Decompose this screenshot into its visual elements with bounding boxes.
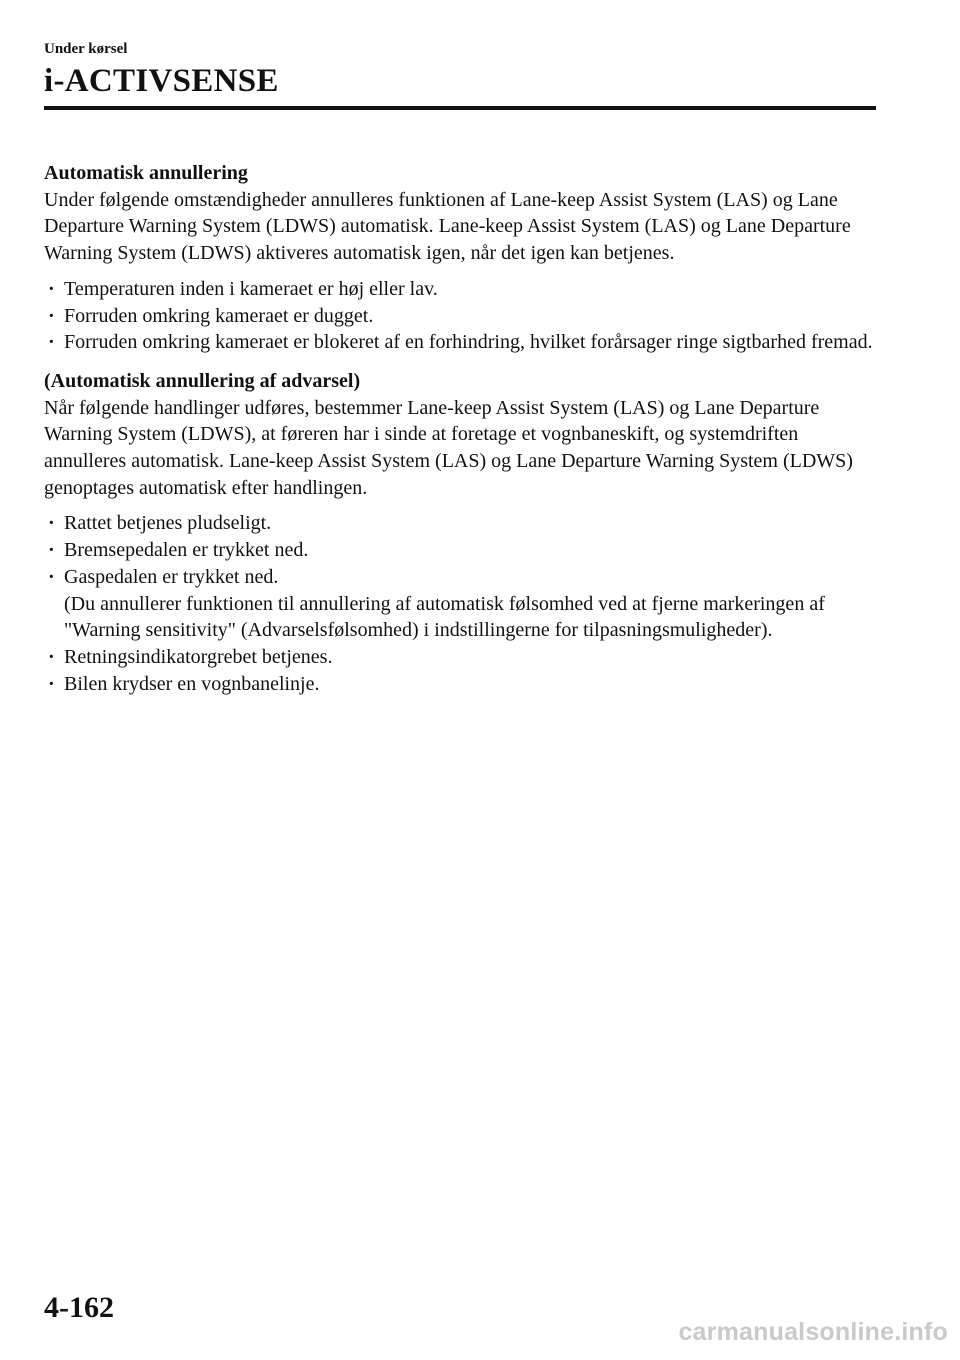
section-automatic-cancellation: [44, 160, 874, 356]
bullet-list: [44, 276, 874, 356]
page-number: 4-162: [44, 1291, 114, 1324]
bullet-dot: ·: [48, 645, 55, 668]
bullet-dot: ·: [48, 304, 55, 327]
list-item-note: (Du annullerer funktionen til annullering af automatisk følsomhed ved at fjerne markeringen af "Warning sensitivity" (Advarselsfølsomhed) i indstillingerne for tilpasningsmuligheder).: [64, 592, 825, 642]
section-warning-cancellation: [44, 368, 874, 697]
watermark: carmanualsonline.info: [678, 1318, 948, 1346]
bullet-dot: ·: [48, 277, 55, 300]
list-item-text: Bilen krydser en vognbanelinje.: [64, 672, 320, 695]
section-label: Under kørsel: [44, 41, 128, 57]
list-item-text: Rattet betjenes pludseligt.: [64, 512, 272, 535]
section-heading: (Automatisk annullering af advarsel): [44, 369, 361, 392]
section-heading: Automatisk annullering: [44, 162, 248, 184]
bullet-dot: ·: [48, 512, 55, 535]
list-item: [44, 564, 874, 644]
list-item-text: Retningsindikatorgrebet betjenes.: [64, 645, 333, 668]
bullet-dot: ·: [48, 539, 55, 562]
page-title: i-ACTIVSENSE: [44, 63, 279, 99]
section-body: Når følgende handlinger udføres, bestemmer Lane-keep Assist System (LAS) og Lane Departure Warning System (LDWS), at føreren har i sinde at foretage et vognbaneskift, og systemdriften annulleres automatisk. Lane-keep Assist System (LAS) og Lane Departure Warning System (LDWS) genoptages automatisk efter handlingen.: [44, 396, 853, 499]
page-header: [44, 40, 876, 101]
bullet-list: [44, 510, 874, 697]
list-item: [44, 303, 874, 330]
list-item-text: Temperaturen inden i kameraet er høj eller lav.: [64, 277, 438, 300]
section-body: Under følgende omstændigheder annulleres funktionen af Lane-keep Assist System (LAS) og Lane Departure Warning System (LDWS) automatisk. Lane-keep Assist System (LAS) og Lane Departure Warning System (LDWS) aktiveres automatisk igen, når det igen kan betjenes.: [44, 188, 851, 265]
list-item: [44, 329, 874, 356]
list-item-text: Bremsepedalen er trykket ned.: [64, 539, 309, 562]
list-item: [44, 276, 874, 303]
list-item: [44, 537, 874, 564]
list-item: [44, 510, 874, 537]
list-item-text: Forruden omkring kameraet er dugget.: [64, 304, 374, 327]
header-divider: [44, 106, 876, 110]
list-item: [44, 644, 874, 671]
list-item-text: Gaspedalen er trykket ned.: [64, 565, 279, 588]
bullet-dot: ·: [48, 331, 55, 354]
bullet-dot: ·: [48, 565, 55, 588]
bullet-dot: ·: [48, 672, 55, 695]
list-item: [44, 671, 874, 698]
main-content: [44, 160, 874, 709]
list-item-text: Forruden omkring kameraet er blokeret af en forhindring, hvilket forårsager ringe sigtbarhed fremad.: [64, 331, 873, 354]
